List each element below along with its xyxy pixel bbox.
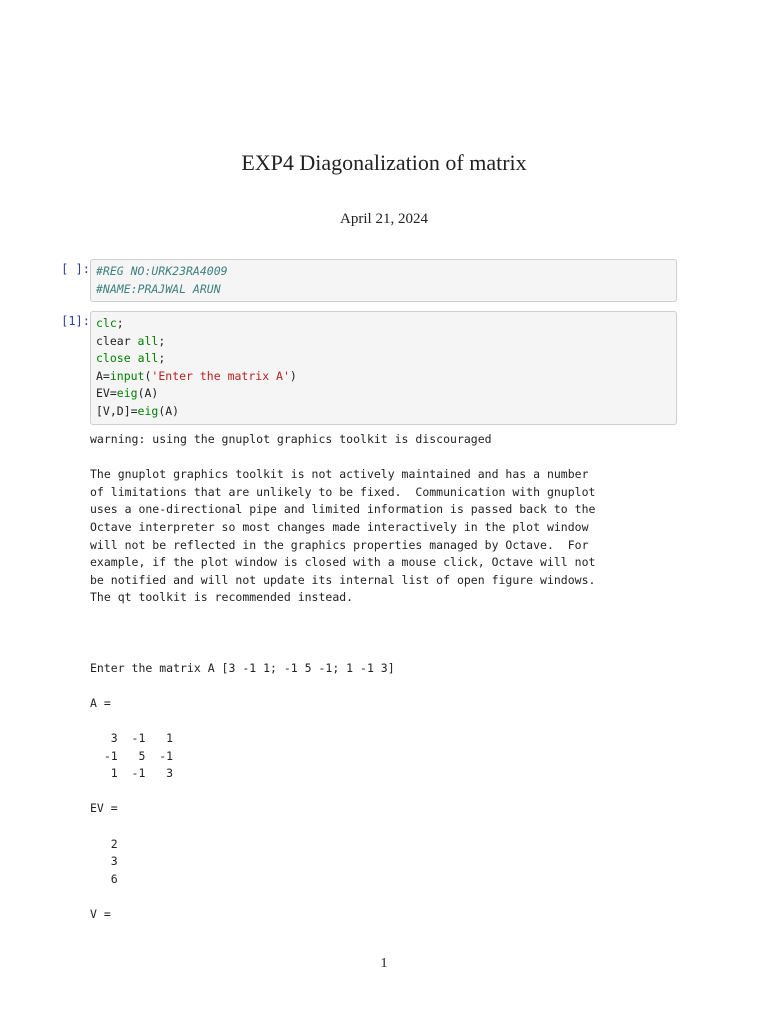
code-token-plain: (A) — [158, 403, 180, 418]
code-token-plain: ) — [289, 368, 297, 383]
code-token-kw: input — [109, 368, 145, 383]
output-line: 6 — [90, 871, 118, 886]
code-line — [96, 368, 671, 386]
code-token-comment: #REG NO:URK23RA4009 — [96, 264, 228, 278]
output-line: uses a one-directional pipe and limited information is passed back to the — [90, 502, 596, 517]
code-line — [96, 263, 671, 281]
code-line — [96, 350, 671, 368]
code-token-plain: clear — [96, 333, 138, 348]
code-token-kw: eig — [116, 386, 138, 401]
page-number: 1 — [380, 956, 388, 971]
output-line: A = — [90, 695, 111, 710]
code-line — [96, 315, 671, 333]
code-token-plain: EV= — [96, 386, 117, 401]
document-title: EXP4 Diagonalization of matrix — [241, 150, 527, 175]
output-line: EV = — [90, 801, 118, 816]
output-line: 3 — [90, 854, 118, 869]
code-token-comment: #NAME:PRAJWAL ARUN — [96, 281, 221, 296]
code-token-kw: all — [137, 351, 159, 366]
code-token-plain — [131, 351, 138, 365]
output-line: of limitations that are unlikely to be fixed. Communication with gnuplot — [90, 484, 596, 499]
code-token-kw: clc — [96, 316, 117, 330]
output-line — [90, 818, 690, 836]
output-line: V = — [90, 907, 111, 922]
output-line: be notified and will not update its internal list of open figure windows. — [90, 572, 596, 587]
code-line — [96, 385, 671, 403]
output-line: will not be reflected in the graphics properties managed by Octave. For — [90, 537, 589, 552]
output-line — [90, 888, 690, 906]
code-cell-1[interactable] — [90, 259, 677, 302]
output-line — [90, 449, 690, 467]
output-line: 2 — [90, 836, 118, 851]
cell-prompt-2: [1]: — [61, 314, 90, 328]
code-token-kw: eig — [137, 403, 159, 418]
output-line: 1 -1 3 — [90, 766, 174, 781]
output-line: The gnuplot graphics toolkit is not actively maintained and has a number — [90, 467, 589, 482]
cell-output — [90, 431, 690, 924]
output-line: -1 5 -1 — [90, 748, 174, 763]
output-line — [90, 625, 690, 643]
document-date: April 21, 2024 — [340, 211, 428, 227]
code-token-plain: ; — [158, 333, 166, 348]
code-line — [96, 281, 671, 299]
code-line — [96, 333, 671, 351]
output-line: 3 -1 1 — [90, 731, 174, 746]
output-line: Enter the matrix A [3 -1 1; -1 5 -1; 1 -1 3] — [90, 660, 395, 675]
output-line — [90, 642, 690, 660]
code-token-plain: ( — [144, 368, 152, 383]
code-token-plain: (A) — [137, 386, 159, 401]
output-line — [90, 713, 690, 731]
code-token-plain: ; — [116, 316, 124, 330]
output-line — [90, 607, 690, 625]
code-token-plain: A= — [96, 368, 110, 383]
code-token-plain: [V,D]= — [96, 403, 138, 418]
code-cell-2[interactable] — [90, 311, 677, 425]
code-token-kw: close — [96, 351, 131, 366]
output-line: example, if the plot window is closed with a mouse click, Octave will not — [90, 555, 596, 570]
code-token-str: 'Enter the matrix A' — [151, 368, 290, 383]
code-token-kw: all — [137, 333, 159, 348]
output-line — [90, 783, 690, 801]
cell-prompt-1: [ ]: — [61, 262, 90, 276]
output-line — [90, 677, 690, 695]
output-line: Octave interpreter so most changes made interactively in the plot window — [90, 519, 589, 534]
code-token-plain: ; — [158, 351, 166, 366]
output-line: warning: using the gnuplot graphics toolkit is discouraged — [90, 432, 492, 446]
output-line: The qt toolkit is recommended instead. — [90, 590, 354, 605]
code-line — [96, 403, 671, 421]
